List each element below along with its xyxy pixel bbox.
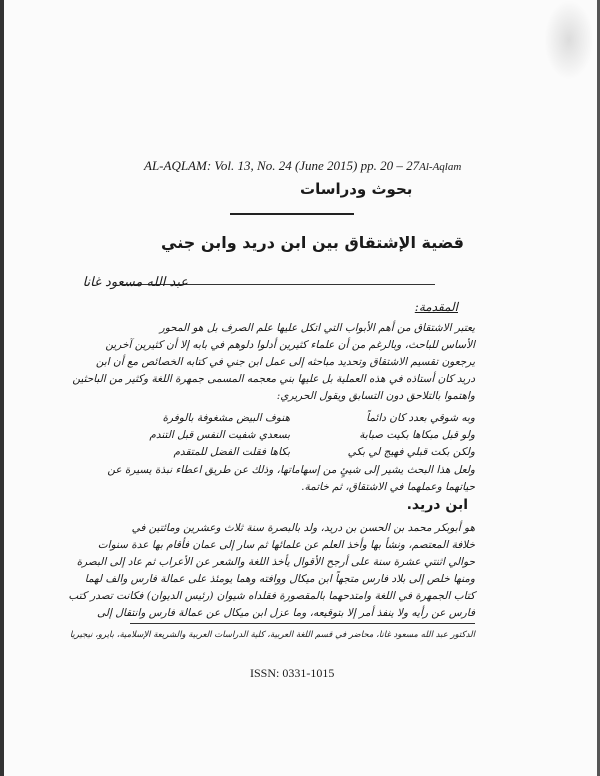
section-title: بحوث ودراسات [300,180,413,198]
second-paragraph [107,462,475,496]
paragraph-line: كتاب الجمهرة في اللغة وامتدحهما بالمقصورة فقلداه شيوان (رئيس الديوان) فكانت تصدر كتب [68,590,475,602]
verse-first-hemistich: ولكن بكت قبلي فهيج لي بكي [347,446,475,458]
journal-citation-text: AL-AQLAM: Vol. 13, No. 24 (June 2015) pp. 20 – 27 [144,158,420,173]
intro-paragraph [72,320,475,405]
verse-second-hemistich: هنوف البيض مشغوفة بالوفرة [162,412,290,424]
poem [130,410,475,461]
paragraph-line: واهتموا بالتلاحق دون التسابق ويقول الحريري: [276,390,475,402]
scan-smudge [544,0,594,80]
verse-second-hemistich: بسعدي شفيت النفس قبل التندم [149,429,290,441]
verse-first-hemistich: ولو قبل مبكاها بكيت صبابة [359,429,475,441]
article-title: قضية الإشتقاق بين ابن دريد وابن جني [161,233,464,252]
paragraph-line: خلافة المعتصم، ونشأ بها وأخذ العلم عن علمائها ثم سار إلى عمان فأقام بها عدة سنوات [97,539,475,551]
paragraph-line: الأساس للباحث، وبالرغم من أن علماء كثيرين أدلوا دلوهم في بابه إلا أن كثيرين آخرين [105,339,475,351]
scan-left-edge [0,0,4,776]
poem-verse [130,444,475,461]
paragraph-line: هو أبوبكر محمد بن الحسن بن دريد، ولد بالبصرة سنة ثلاث وعشرين ومائتين في [131,522,475,534]
verse-first-hemistich: وبه شوقي بعدد كان دائماً [366,412,475,424]
journal-citation [144,158,461,174]
paragraph-line: يرجعون تقسيم الاشتقاق وتحديد مباحثه إلى عمل ابن جني في كتابه الخصائص مع أن ابن [95,356,475,368]
ibn-durayd-paragraph [68,520,475,622]
paragraph-line: ومنها خلص إلى بلاد فارس متجهاً ابن ميكال ووافته وهما يومئذ على عمالة فارس والف لهما [84,573,475,585]
paragraph-line: دريد كان أستاذه في هذه العملية بل عليها بني معجمه المسمى جمهرة اللغة وكثير من الباحثين [72,373,475,385]
paragraph-line: حوالي اثنتي عشرة سنة على أرجح الأقوال يأخذ اللغة والشعر عن الأعراب ثم عاد إلى البصرة [76,556,475,568]
intro-heading: المقدمة: [414,300,458,314]
paragraph-line: ولعل هذا البحث يشير إلى شيئٍ من إسهاماتها، وذلك عن طريق اعطاء نبذة يسيرة عن [107,464,475,476]
footnote: الدكتور عبد الله مسعود غانا، محاضر في قسم اللغة العربية، كلية الدراسات العربية والشريعة الإسلامية، بايرو، نيجيريا [69,630,475,640]
journal-logo: Al-Aqlam [419,161,462,173]
issn: ISSN: 0331-1015 [250,666,335,680]
poem-verse [130,427,475,444]
paragraph-line: حياتهما وعملهما في الاشتقاق، ثم خاتمة. [301,481,475,493]
title-divider [230,213,354,215]
poem-verse [130,410,475,427]
paragraph-line: فارس عن رأيه ولا ينفذ أمر إلا بتوقيعه، وما عزل ابن ميكال عن عمالة فارس وانتقال إلى [97,607,475,619]
verse-second-hemistich: بكاها فقلت الفضل للمتقدم [173,446,290,458]
author-name: عبد الله مسعود غانا [82,275,188,290]
footnote-divider [130,623,475,624]
section-heading-ibn-durayd: ابن دريد. [406,497,468,513]
paragraph-line: يعتبر الاشتقاق من أهم الأبواب التي اتكل عليها علم الصرف بل هو المحور [159,322,475,334]
